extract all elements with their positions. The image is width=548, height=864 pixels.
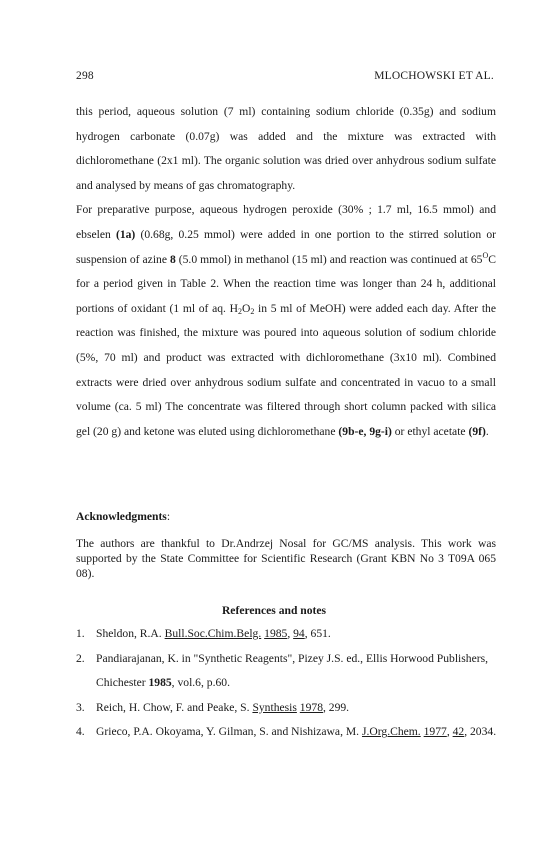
running-title: MLOCHOWSKI ET AL.: [374, 70, 494, 82]
reference-item: 4. Grieco, P.A. Okoyama, Y. Gilman, S. and Nishizawa, M. J.Org.Chem. 1977, 42, 2034.: [76, 725, 497, 739]
reference-list: [76, 622, 506, 745]
paragraph-1: this period, aqueous solution (7 ml) containing sodium chloride (0.35g) and sodium hydrogen carbonate (0.07g) was added and the mixture was extracted with dichloromethane (2x1 ml). The organic solution was dried over anhydrous sodium sulfate and analysed by means of gas chromatography.: [76, 105, 496, 192]
paragraph-2: For preparative purpose, aqueous hydrogen peroxide (30% ; 1.7 ml, 16.5 mmol) and ebselen (1a) (0.68g, 0.25 mmol) were added in one portion to the stirred solution or suspension of azine 8 (5.0 mmol) in methanol (15 ml) and reaction was continued at $65^OC$ for a period given in Table 2. When the reaction time was longer than 24 h, additional portions of oxidant (1 ml of aq. $H_2O_2$ in 5 ml of MeOH) were added each day. After the reaction was finished, the mixture was poured into aqueous solution of sodium chloride (5%, 70 ml) and product was extracted with dichloromethane (3x10 ml). Combined extracts were dried over anhydrous sodium sulfate and concentrated in vacuo to a small volume (ca. 5 ml) The concentrate was filtered through short column packed with silica gel (20 g) and ketone was eluted using dichloromethane (9b-e, 9g-i) or ethyl acetate (9f).: [76, 203, 496, 438]
references-heading: References and notes: [221, 604, 327, 617]
page-number: 298: [76, 70, 94, 82]
acknowledgments-text: The authors are thankful to Dr.Andrzej Nosal for GC/MS analysis. This work was supported by the State Committee for Scientific Research (Grant KBN No 3 T09A 065 08).: [76, 537, 496, 580]
reference-item: 3. Reich, H. Chow, F. and Peake, S. Synthesis 1978, 299.: [76, 700, 350, 714]
reference-item: 2. Pandiarajanan, K. in "Synthetic Reagents", Pizey J.S. ed., Ellis Horwood Publishers, Chichester 1985, vol.6, p.60.: [76, 651, 489, 690]
acknowledgments-heading: Acknowledgments:: [76, 510, 171, 523]
reference-item: 1. Sheldon, R.A. Bull.Soc.Chim.Belg. 1985, 94, 651.: [76, 627, 331, 640]
experimental-text: [76, 100, 496, 444]
